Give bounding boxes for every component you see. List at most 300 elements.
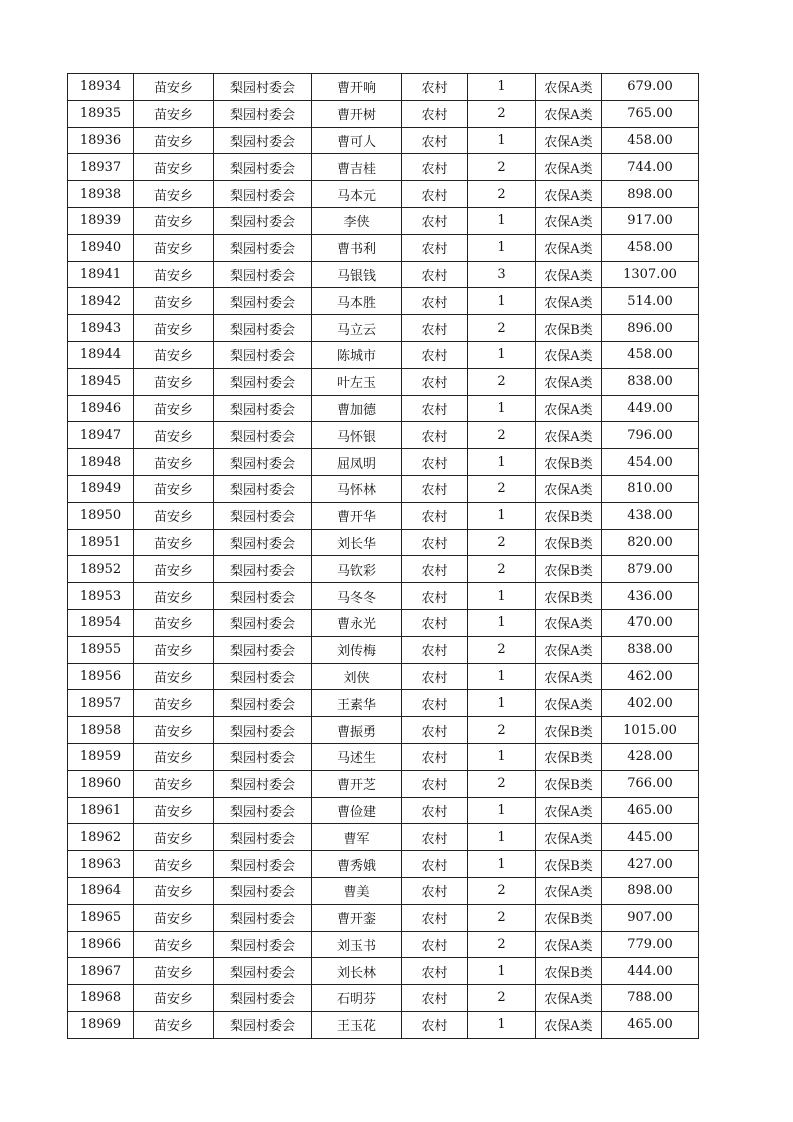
township-cell: 苗安乡 <box>134 931 214 958</box>
area-type-cell: 农村 <box>402 663 468 690</box>
area-type-cell: 农村 <box>402 904 468 931</box>
village-committee-cell: 梨园村委会 <box>214 985 312 1012</box>
person-name-cell: 马本元 <box>312 181 402 208</box>
township-cell: 苗安乡 <box>134 341 214 368</box>
household-count-cell: 2 <box>468 315 536 342</box>
record-id-cell: 18964 <box>68 877 134 904</box>
table-row <box>68 797 699 824</box>
table-row <box>68 743 699 770</box>
table-row <box>68 475 699 502</box>
amount-cell: 436.00 <box>602 583 699 610</box>
village-committee-cell: 梨园村委会 <box>214 609 312 636</box>
area-type-cell: 农村 <box>402 261 468 288</box>
village-committee-cell: 梨园村委会 <box>214 877 312 904</box>
insurance-category-cell: 农保A类 <box>536 207 602 234</box>
insurance-category-cell: 农保A类 <box>536 100 602 127</box>
record-id-cell: 18936 <box>68 127 134 154</box>
insurance-category-cell: 农保A类 <box>536 234 602 261</box>
person-name-cell: 曹开树 <box>312 100 402 127</box>
insurance-roster-table <box>67 73 699 1039</box>
township-cell: 苗安乡 <box>134 234 214 261</box>
amount-cell: 810.00 <box>602 475 699 502</box>
township-cell: 苗安乡 <box>134 717 214 744</box>
record-id-cell: 18958 <box>68 717 134 744</box>
insurance-category-cell: 农保A类 <box>536 609 602 636</box>
insurance-category-cell: 农保B类 <box>536 556 602 583</box>
village-committee-cell: 梨园村委会 <box>214 904 312 931</box>
insurance-category-cell: 农保B类 <box>536 449 602 476</box>
record-id-cell: 18941 <box>68 261 134 288</box>
area-type-cell: 农村 <box>402 851 468 878</box>
village-committee-cell: 梨园村委会 <box>214 154 312 181</box>
amount-cell: 838.00 <box>602 636 699 663</box>
person-name-cell: 刘玉书 <box>312 931 402 958</box>
amount-cell: 458.00 <box>602 234 699 261</box>
household-count-cell: 2 <box>468 100 536 127</box>
person-name-cell: 刘侠 <box>312 663 402 690</box>
household-count-cell: 2 <box>468 931 536 958</box>
insurance-category-cell: 农保A类 <box>536 931 602 958</box>
village-committee-cell: 梨园村委会 <box>214 395 312 422</box>
person-name-cell: 曹书利 <box>312 234 402 261</box>
table-row <box>68 851 699 878</box>
record-id-cell: 18950 <box>68 502 134 529</box>
area-type-cell: 农村 <box>402 770 468 797</box>
village-committee-cell: 梨园村委会 <box>214 663 312 690</box>
amount-cell: 465.00 <box>602 797 699 824</box>
table-row <box>68 877 699 904</box>
area-type-cell: 农村 <box>402 475 468 502</box>
insurance-category-cell: 农保B类 <box>536 583 602 610</box>
village-committee-cell: 梨园村委会 <box>214 797 312 824</box>
township-cell: 苗安乡 <box>134 1011 214 1038</box>
table-row <box>68 717 699 744</box>
table-row <box>68 529 699 556</box>
person-name-cell: 王素华 <box>312 690 402 717</box>
table-row <box>68 261 699 288</box>
amount-cell: 458.00 <box>602 127 699 154</box>
table-row <box>68 100 699 127</box>
insurance-category-cell: 农保B类 <box>536 529 602 556</box>
insurance-category-cell: 农保A类 <box>536 261 602 288</box>
record-id-cell: 18946 <box>68 395 134 422</box>
table-row <box>68 127 699 154</box>
household-count-cell: 1 <box>468 502 536 529</box>
person-name-cell: 马怀银 <box>312 422 402 449</box>
record-id-cell: 18948 <box>68 449 134 476</box>
village-committee-cell: 梨园村委会 <box>214 717 312 744</box>
village-committee-cell: 梨园村委会 <box>214 475 312 502</box>
table-row <box>68 207 699 234</box>
village-committee-cell: 梨园村委会 <box>214 502 312 529</box>
village-committee-cell: 梨园村委会 <box>214 958 312 985</box>
amount-cell: 458.00 <box>602 341 699 368</box>
person-name-cell: 曹军 <box>312 824 402 851</box>
area-type-cell: 农村 <box>402 315 468 342</box>
township-cell: 苗安乡 <box>134 395 214 422</box>
household-count-cell: 1 <box>468 797 536 824</box>
amount-cell: 1015.00 <box>602 717 699 744</box>
person-name-cell: 曹美 <box>312 877 402 904</box>
table-row <box>68 1011 699 1038</box>
area-type-cell: 农村 <box>402 422 468 449</box>
record-id-cell: 18961 <box>68 797 134 824</box>
amount-cell: 454.00 <box>602 449 699 476</box>
record-id-cell: 18942 <box>68 288 134 315</box>
insurance-category-cell: 农保A类 <box>536 985 602 1012</box>
table-row <box>68 958 699 985</box>
person-name-cell: 曹可人 <box>312 127 402 154</box>
amount-cell: 779.00 <box>602 931 699 958</box>
record-id-cell: 18939 <box>68 207 134 234</box>
township-cell: 苗安乡 <box>134 797 214 824</box>
area-type-cell: 农村 <box>402 100 468 127</box>
record-id-cell: 18955 <box>68 636 134 663</box>
person-name-cell: 王玉花 <box>312 1011 402 1038</box>
record-id-cell: 18937 <box>68 154 134 181</box>
insurance-category-cell: 农保B类 <box>536 770 602 797</box>
township-cell: 苗安乡 <box>134 877 214 904</box>
insurance-category-cell: 农保A类 <box>536 877 602 904</box>
person-name-cell: 叶左玉 <box>312 368 402 395</box>
area-type-cell: 农村 <box>402 154 468 181</box>
household-count-cell: 2 <box>468 422 536 449</box>
table-row <box>68 663 699 690</box>
household-count-cell: 1 <box>468 609 536 636</box>
township-cell: 苗安乡 <box>134 475 214 502</box>
insurance-category-cell: 农保A类 <box>536 127 602 154</box>
person-name-cell: 曹俭建 <box>312 797 402 824</box>
area-type-cell: 农村 <box>402 127 468 154</box>
area-type-cell: 农村 <box>402 609 468 636</box>
insurance-category-cell: 农保B类 <box>536 315 602 342</box>
township-cell: 苗安乡 <box>134 851 214 878</box>
township-cell: 苗安乡 <box>134 502 214 529</box>
township-cell: 苗安乡 <box>134 154 214 181</box>
township-cell: 苗安乡 <box>134 529 214 556</box>
area-type-cell: 农村 <box>402 234 468 261</box>
person-name-cell: 刘长林 <box>312 958 402 985</box>
township-cell: 苗安乡 <box>134 743 214 770</box>
amount-cell: 679.00 <box>602 74 699 101</box>
table-row <box>68 770 699 797</box>
record-id-cell: 18952 <box>68 556 134 583</box>
township-cell: 苗安乡 <box>134 556 214 583</box>
record-id-cell: 18951 <box>68 529 134 556</box>
township-cell: 苗安乡 <box>134 315 214 342</box>
amount-cell: 907.00 <box>602 904 699 931</box>
record-id-cell: 18954 <box>68 609 134 636</box>
table-row <box>68 74 699 101</box>
insurance-category-cell: 农保A类 <box>536 341 602 368</box>
amount-cell: 765.00 <box>602 100 699 127</box>
record-id-cell: 18940 <box>68 234 134 261</box>
table-row <box>68 181 699 208</box>
area-type-cell: 农村 <box>402 877 468 904</box>
person-name-cell: 曹振勇 <box>312 717 402 744</box>
village-committee-cell: 梨园村委会 <box>214 368 312 395</box>
amount-cell: 838.00 <box>602 368 699 395</box>
township-cell: 苗安乡 <box>134 368 214 395</box>
table-row <box>68 985 699 1012</box>
village-committee-cell: 梨园村委会 <box>214 261 312 288</box>
township-cell: 苗安乡 <box>134 609 214 636</box>
area-type-cell: 农村 <box>402 1011 468 1038</box>
village-committee-cell: 梨园村委会 <box>214 770 312 797</box>
person-name-cell: 刘长华 <box>312 529 402 556</box>
village-committee-cell: 梨园村委会 <box>214 851 312 878</box>
household-count-cell: 2 <box>468 770 536 797</box>
insurance-category-cell: 农保A类 <box>536 824 602 851</box>
township-cell: 苗安乡 <box>134 261 214 288</box>
village-committee-cell: 梨园村委会 <box>214 556 312 583</box>
household-count-cell: 1 <box>468 663 536 690</box>
person-name-cell: 曹开芝 <box>312 770 402 797</box>
household-count-cell: 1 <box>468 288 536 315</box>
record-id-cell: 18959 <box>68 743 134 770</box>
township-cell: 苗安乡 <box>134 127 214 154</box>
insurance-category-cell: 农保B类 <box>536 851 602 878</box>
area-type-cell: 农村 <box>402 636 468 663</box>
amount-cell: 766.00 <box>602 770 699 797</box>
area-type-cell: 农村 <box>402 529 468 556</box>
township-cell: 苗安乡 <box>134 207 214 234</box>
insurance-category-cell: 农保A类 <box>536 368 602 395</box>
household-count-cell: 3 <box>468 261 536 288</box>
insurance-category-cell: 农保A类 <box>536 422 602 449</box>
household-count-cell: 2 <box>468 904 536 931</box>
insurance-category-cell: 农保A类 <box>536 74 602 101</box>
household-count-cell: 1 <box>468 234 536 261</box>
area-type-cell: 农村 <box>402 583 468 610</box>
household-count-cell: 1 <box>468 74 536 101</box>
amount-cell: 427.00 <box>602 851 699 878</box>
township-cell: 苗安乡 <box>134 985 214 1012</box>
township-cell: 苗安乡 <box>134 422 214 449</box>
amount-cell: 445.00 <box>602 824 699 851</box>
township-cell: 苗安乡 <box>134 690 214 717</box>
area-type-cell: 农村 <box>402 368 468 395</box>
insurance-category-cell: 农保A类 <box>536 475 602 502</box>
amount-cell: 1307.00 <box>602 261 699 288</box>
insurance-category-cell: 农保B类 <box>536 904 602 931</box>
table-row <box>68 341 699 368</box>
village-committee-cell: 梨园村委会 <box>214 824 312 851</box>
insurance-category-cell: 农保A类 <box>536 663 602 690</box>
person-name-cell: 曹秀娥 <box>312 851 402 878</box>
township-cell: 苗安乡 <box>134 904 214 931</box>
area-type-cell: 农村 <box>402 931 468 958</box>
insurance-category-cell: 农保B类 <box>536 958 602 985</box>
table-row <box>68 422 699 449</box>
village-committee-cell: 梨园村委会 <box>214 931 312 958</box>
township-cell: 苗安乡 <box>134 663 214 690</box>
insurance-category-cell: 农保B类 <box>536 743 602 770</box>
amount-cell: 465.00 <box>602 1011 699 1038</box>
person-name-cell: 刘传梅 <box>312 636 402 663</box>
insurance-category-cell: 农保A类 <box>536 797 602 824</box>
household-count-cell: 1 <box>468 207 536 234</box>
amount-cell: 402.00 <box>602 690 699 717</box>
household-count-cell: 1 <box>468 341 536 368</box>
record-id-cell: 18967 <box>68 958 134 985</box>
amount-cell: 438.00 <box>602 502 699 529</box>
record-id-cell: 18953 <box>68 583 134 610</box>
record-id-cell: 18949 <box>68 475 134 502</box>
household-count-cell: 1 <box>468 449 536 476</box>
area-type-cell: 农村 <box>402 341 468 368</box>
record-id-cell: 18935 <box>68 100 134 127</box>
household-count-cell: 2 <box>468 154 536 181</box>
person-name-cell: 马立云 <box>312 315 402 342</box>
record-id-cell: 18966 <box>68 931 134 958</box>
area-type-cell: 农村 <box>402 556 468 583</box>
amount-cell: 917.00 <box>602 207 699 234</box>
township-cell: 苗安乡 <box>134 958 214 985</box>
person-name-cell: 马银钱 <box>312 261 402 288</box>
village-committee-cell: 梨园村委会 <box>214 315 312 342</box>
area-type-cell: 农村 <box>402 395 468 422</box>
person-name-cell: 石明芬 <box>312 985 402 1012</box>
table-row <box>68 288 699 315</box>
area-type-cell: 农村 <box>402 743 468 770</box>
township-cell: 苗安乡 <box>134 636 214 663</box>
village-committee-cell: 梨园村委会 <box>214 127 312 154</box>
person-name-cell: 马本胜 <box>312 288 402 315</box>
amount-cell: 514.00 <box>602 288 699 315</box>
household-count-cell: 2 <box>468 529 536 556</box>
household-count-cell: 1 <box>468 1011 536 1038</box>
table-row <box>68 395 699 422</box>
insurance-category-cell: 农保A类 <box>536 690 602 717</box>
amount-cell: 744.00 <box>602 154 699 181</box>
table-row <box>68 368 699 395</box>
area-type-cell: 农村 <box>402 207 468 234</box>
table-row <box>68 904 699 931</box>
insurance-category-cell: 农保A类 <box>536 395 602 422</box>
amount-cell: 470.00 <box>602 609 699 636</box>
household-count-cell: 2 <box>468 877 536 904</box>
amount-cell: 896.00 <box>602 315 699 342</box>
household-count-cell: 1 <box>468 743 536 770</box>
household-count-cell: 2 <box>468 985 536 1012</box>
person-name-cell: 马冬冬 <box>312 583 402 610</box>
person-name-cell: 马怀林 <box>312 475 402 502</box>
record-id-cell: 18963 <box>68 851 134 878</box>
insurance-category-cell: 农保A类 <box>536 288 602 315</box>
household-count-cell: 2 <box>468 717 536 744</box>
area-type-cell: 农村 <box>402 288 468 315</box>
person-name-cell: 曹加德 <box>312 395 402 422</box>
record-id-cell: 18968 <box>68 985 134 1012</box>
household-count-cell: 2 <box>468 475 536 502</box>
village-committee-cell: 梨园村委会 <box>214 100 312 127</box>
area-type-cell: 农村 <box>402 181 468 208</box>
village-committee-cell: 梨园村委会 <box>214 449 312 476</box>
record-id-cell: 18945 <box>68 368 134 395</box>
record-id-cell: 18947 <box>68 422 134 449</box>
household-count-cell: 1 <box>468 395 536 422</box>
area-type-cell: 农村 <box>402 690 468 717</box>
village-committee-cell: 梨园村委会 <box>214 207 312 234</box>
amount-cell: 898.00 <box>602 877 699 904</box>
township-cell: 苗安乡 <box>134 770 214 797</box>
person-name-cell: 马述生 <box>312 743 402 770</box>
record-id-cell: 18934 <box>68 74 134 101</box>
village-committee-cell: 梨园村委会 <box>214 181 312 208</box>
table-row <box>68 824 699 851</box>
village-committee-cell: 梨园村委会 <box>214 636 312 663</box>
amount-cell: 898.00 <box>602 181 699 208</box>
person-name-cell: 曹开华 <box>312 502 402 529</box>
township-cell: 苗安乡 <box>134 181 214 208</box>
insurance-category-cell: 农保B类 <box>536 717 602 744</box>
insurance-category-cell: 农保A类 <box>536 636 602 663</box>
insurance-category-cell: 农保A类 <box>536 154 602 181</box>
area-type-cell: 农村 <box>402 824 468 851</box>
area-type-cell: 农村 <box>402 797 468 824</box>
table-row <box>68 690 699 717</box>
household-count-cell: 1 <box>468 690 536 717</box>
record-id-cell: 18962 <box>68 824 134 851</box>
table-row <box>68 636 699 663</box>
insurance-category-cell: 农保A类 <box>536 181 602 208</box>
village-committee-cell: 梨园村委会 <box>214 74 312 101</box>
table-row <box>68 449 699 476</box>
amount-cell: 462.00 <box>602 663 699 690</box>
record-id-cell: 18938 <box>68 181 134 208</box>
village-committee-cell: 梨园村委会 <box>214 529 312 556</box>
household-count-cell: 1 <box>468 824 536 851</box>
table-row <box>68 556 699 583</box>
amount-cell: 449.00 <box>602 395 699 422</box>
person-name-cell: 李侠 <box>312 207 402 234</box>
amount-cell: 879.00 <box>602 556 699 583</box>
person-name-cell: 陈城市 <box>312 341 402 368</box>
household-count-cell: 1 <box>468 127 536 154</box>
area-type-cell: 农村 <box>402 449 468 476</box>
area-type-cell: 农村 <box>402 958 468 985</box>
village-committee-cell: 梨园村委会 <box>214 583 312 610</box>
household-count-cell: 2 <box>468 636 536 663</box>
village-committee-cell: 梨园村委会 <box>214 1011 312 1038</box>
table-row <box>68 583 699 610</box>
township-cell: 苗安乡 <box>134 824 214 851</box>
village-committee-cell: 梨园村委会 <box>214 422 312 449</box>
record-id-cell: 18944 <box>68 341 134 368</box>
household-count-cell: 2 <box>468 181 536 208</box>
record-id-cell: 18943 <box>68 315 134 342</box>
household-count-cell: 1 <box>468 851 536 878</box>
township-cell: 苗安乡 <box>134 100 214 127</box>
insurance-category-cell: 农保A类 <box>536 1011 602 1038</box>
area-type-cell: 农村 <box>402 74 468 101</box>
person-name-cell: 马钦彩 <box>312 556 402 583</box>
table-row <box>68 502 699 529</box>
amount-cell: 428.00 <box>602 743 699 770</box>
table-row <box>68 154 699 181</box>
table-body <box>68 74 699 1039</box>
table-row <box>68 234 699 261</box>
record-id-cell: 18965 <box>68 904 134 931</box>
table-row <box>68 609 699 636</box>
person-name-cell: 曹开銮 <box>312 904 402 931</box>
village-committee-cell: 梨园村委会 <box>214 234 312 261</box>
record-id-cell: 18957 <box>68 690 134 717</box>
area-type-cell: 农村 <box>402 502 468 529</box>
person-name-cell: 曹永光 <box>312 609 402 636</box>
record-id-cell: 18956 <box>68 663 134 690</box>
